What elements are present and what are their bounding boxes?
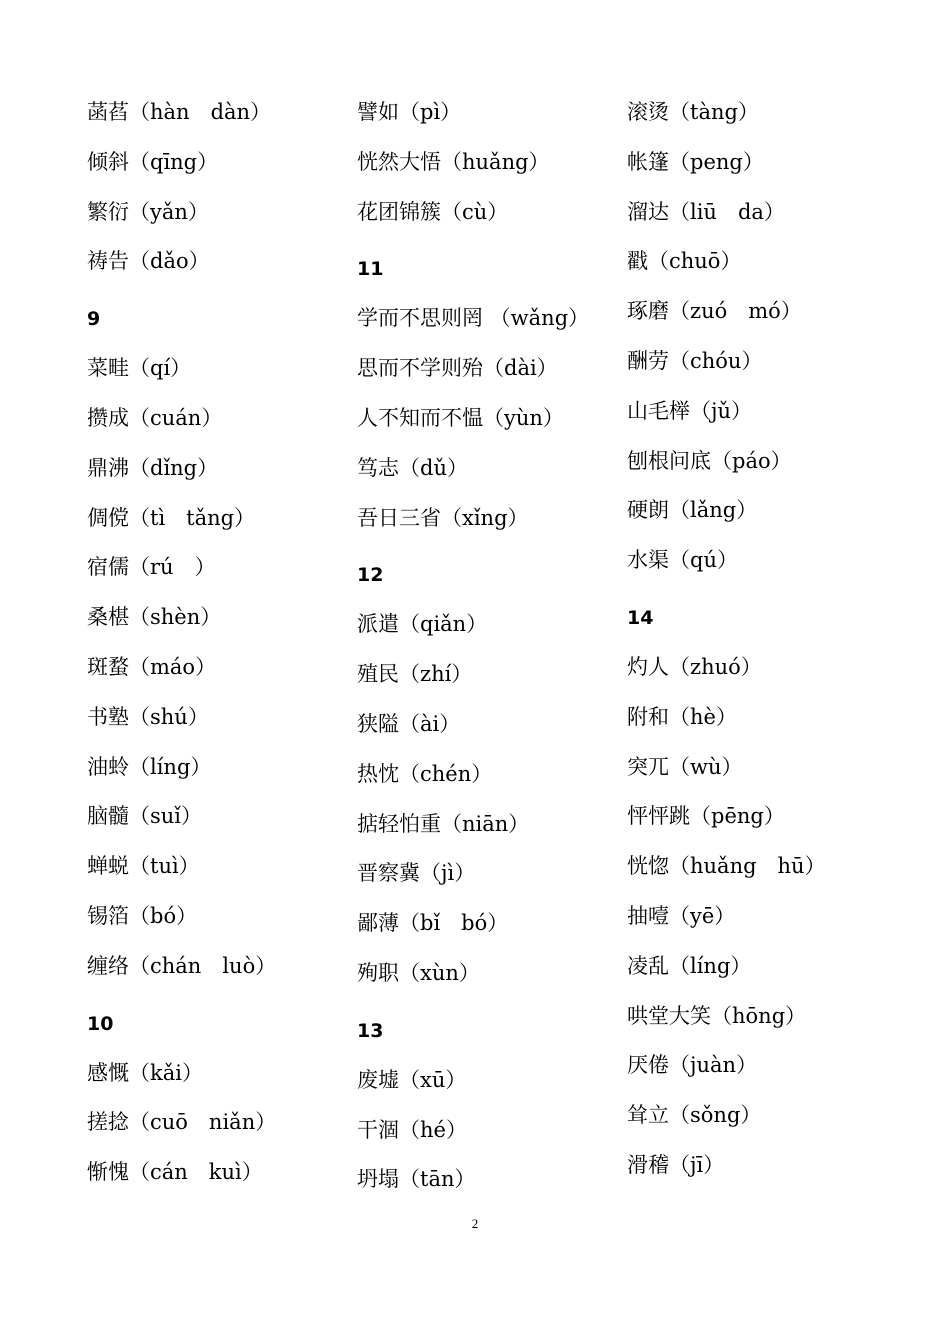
lesson-number: 11 (357, 258, 384, 281)
vocab-entry: 惭愧（cán kuì） (87, 1160, 263, 1185)
vocab-entry: 滚烫（tàng） (627, 100, 759, 124)
vocab-entry: 譬如（pì） (357, 100, 462, 124)
vocab-entry: 殉职（xùn） (357, 960, 480, 985)
vocab-entry: 灼人（zhuó） (627, 654, 762, 679)
vocab-entry: 滑稽（jī） (627, 1152, 725, 1177)
vocab-entry: 宿儒（rú ） (87, 555, 216, 580)
vocab-entry: 倜傥（tì tǎng） (87, 505, 256, 530)
vocab-entry: 狭隘（ài） (357, 711, 461, 736)
vocab-entry: 缠络（chán luò） (87, 953, 277, 978)
lesson-number: 12 (357, 564, 384, 587)
vocab-entry: 人不知而不愠（yùn） (357, 405, 564, 430)
vocab-entry: 厌倦（juàn） (627, 1053, 758, 1078)
lesson-number: 10 (87, 1012, 114, 1035)
vocab-entry: 坍塌（tān） (357, 1167, 476, 1192)
vocab-entry: 脑髓（suǐ） (87, 804, 203, 829)
column-2 (357, 88, 627, 1205)
vocab-entry: 溜达（liū da） (627, 199, 785, 224)
vocab-entry: 蝉蜕（tuì） (87, 854, 200, 879)
vocab-entry: 书塾（shú） (87, 704, 209, 729)
vocab-entry: 油蛉（líng） (87, 754, 212, 779)
vocab-entry: 抽噎（yē） (627, 903, 736, 928)
lesson-number: 14 (627, 606, 654, 629)
vocab-entry: 笃志（dǔ） (357, 455, 468, 480)
vocab-entry: 锡箔（bó） (87, 903, 198, 928)
vocab-entry: 突兀（wù） (627, 754, 743, 779)
vocab-entry: 攒成（cuán） (87, 405, 223, 430)
vocab-entry: 思而不学则殆（dài） (357, 356, 558, 381)
vocab-entry: 琢磨（zuó mó） (627, 299, 802, 324)
vocab-entry: 感慨（kǎi） (87, 1060, 203, 1085)
vocab-entry: 学而不思则罔 （wǎng） (357, 306, 590, 331)
vocab-entry: 搓捻（cuō niǎn） (87, 1110, 277, 1135)
vocab-entry: 花团锦簇（cù） (357, 199, 509, 224)
vocab-entry: 耸立（sǒng） (627, 1103, 762, 1128)
vocab-entry: 凌乱（líng） (627, 953, 752, 978)
vocab-entry: 鼎沸（dǐng） (87, 455, 219, 480)
vocab-entry: 殖民（zhí） (357, 662, 473, 687)
vocab-entry: 山毛榉（jǔ） (627, 398, 753, 423)
vocab-entry: 干涸（hé） (357, 1117, 467, 1142)
vocab-entry: 硬朗（lǎng） (627, 498, 758, 523)
vocab-entry: 热忱（chén） (357, 761, 493, 786)
vocab-entry: 菡萏（hàn dàn） (87, 100, 272, 124)
vocab-entry: 菜畦（qí） (87, 356, 192, 381)
vocab-entry: 哄堂大笑（hōng） (627, 1003, 807, 1028)
vocab-entry: 派遣（qiǎn） (357, 612, 488, 637)
vocab-entry: 帐篷（peng） (627, 149, 764, 174)
vocab-entry: 废墟（xū） (357, 1067, 467, 1092)
vocab-entry: 斑蝥（máo） (87, 654, 217, 679)
vocab-entry: 恍惚（huǎng hū） (627, 854, 826, 879)
vocab-entry: 怦怦跳（pēng） (627, 804, 785, 829)
column-3 (627, 88, 897, 1191)
page-number: 2 (471, 1216, 479, 1231)
vocab-entry: 繁衍（yǎn） (87, 199, 209, 224)
column-1 (87, 88, 357, 1198)
vocab-entry: 祷告（dǎo） (87, 249, 210, 274)
vocab-entry: 恍然大悟（huǎng） (357, 149, 550, 174)
vocab-entry: 水渠（qú） (627, 548, 738, 573)
vocab-entry: 戳（chuō） (627, 249, 742, 274)
vocab-entry: 吾日三省（xǐng） (357, 505, 529, 530)
vocab-entry: 刨根问底（páo） (627, 448, 792, 473)
vocab-entry: 酬劳（chóu） (627, 348, 763, 373)
vocab-entry: 倾斜（qīng） (87, 149, 219, 174)
vocab-entry: 晋察冀（jì） (357, 861, 476, 886)
vocab-entry: 鄙薄（bǐ bó） (357, 911, 509, 936)
vocab-entry: 附和（hè） (627, 704, 737, 729)
vocab-entry: 桑椹（shèn） (87, 605, 222, 630)
vocab-entry: 掂轻怕重（niān） (357, 811, 530, 836)
lesson-number: 9 (87, 308, 101, 331)
lesson-number: 13 (357, 1019, 384, 1042)
